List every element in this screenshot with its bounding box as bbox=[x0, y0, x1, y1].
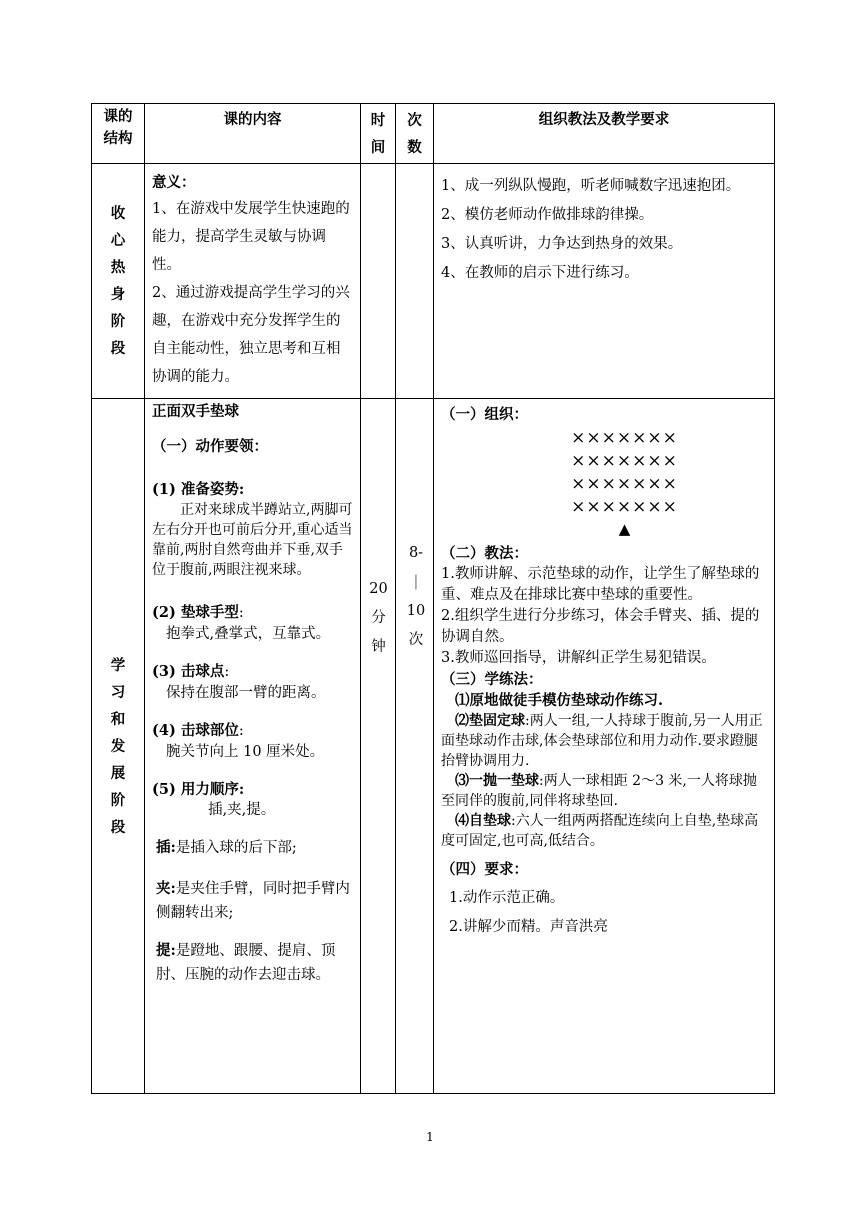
learning-content-cell bbox=[145, 399, 361, 1094]
warmup-org-1: 1、成一列纵队慢跑，听老师喊数字迅速抱团。 bbox=[441, 178, 741, 194]
formation-row: ××××××× bbox=[571, 451, 678, 471]
header-structure: 课的结构 bbox=[92, 104, 145, 164]
learning-row bbox=[92, 399, 775, 1094]
skill-4-text: 腕关节向上 10 厘米处。 bbox=[166, 744, 325, 760]
practice-4: ⑷自垫球:六人一组两两搭配连续向上自垫,垫球高度可固定,也可高,低结合。 bbox=[441, 813, 759, 849]
warmup-meaning-1: 1、在游戏中发展学生快速跑的能力，提高学生灵敏与协调性。 bbox=[152, 201, 350, 273]
warmup-meaning-title: 意义： bbox=[152, 174, 196, 191]
learning-time-cell bbox=[361, 399, 396, 1094]
skill-3-text: 保持在腹部一臂的距离。 bbox=[166, 685, 326, 701]
method-3: 3.教师巡回指导，讲解纠正学生易犯错误。 bbox=[441, 650, 716, 666]
practice-2: ⑵垫固定球:两人一组,一人持球于腹前,另一人用正面垫球动作击球,体会垫球部位和用力动作.要求蹬腿抬臂协调用力. bbox=[441, 713, 763, 769]
warmup-stage-label: 收心热身阶段 bbox=[92, 164, 145, 399]
warmup-count-cell bbox=[396, 164, 434, 399]
skill-section-title: （一）动作要领： bbox=[152, 438, 268, 455]
skill-5-title: (5) 用力顺序: bbox=[152, 781, 245, 798]
formation-diagram bbox=[441, 427, 768, 539]
skill-4-title-line: (4) 击球部位: bbox=[152, 722, 244, 739]
practice-3: ⑶一抛一垫球:两人一球相距 2～3 米,一人将球抛至同伴的腹前,同伴将球垫回. bbox=[441, 773, 757, 809]
requirement-2: 2.讲解少而精。声音洪亮 bbox=[449, 919, 608, 935]
jia-line: 夹:是夹住手臂，同时把手臂内侧翻转出来; bbox=[156, 880, 350, 921]
page-number: 1 bbox=[426, 1130, 434, 1144]
skill-2-text: 抱拳式,叠掌式，互靠式。 bbox=[166, 626, 331, 642]
learning-time: 20分钟 bbox=[369, 581, 388, 655]
learning-org-cell bbox=[434, 399, 775, 1094]
header-content: 课的内容 bbox=[145, 104, 361, 164]
org-heading-1: （一）组织： bbox=[441, 406, 528, 423]
header-count: 次数 bbox=[396, 104, 434, 164]
learning-count-cell bbox=[396, 399, 434, 1094]
method-2: 2.组织学生进行分步练习，体会手臂夹、插、提的协调自然。 bbox=[441, 608, 760, 645]
warmup-org-3: 3、认真听讲，力争达到热身的效果。 bbox=[441, 236, 683, 252]
skill-title: 正面双手垫球 bbox=[152, 403, 239, 420]
skill-1-title: (1) 准备姿势: bbox=[152, 481, 245, 498]
org-heading-3: （三）学练法： bbox=[441, 671, 543, 688]
warmup-org-cell bbox=[434, 164, 775, 399]
formation-row: ××××××× bbox=[571, 428, 678, 448]
warmup-org-2: 2、模仿老师动作做排球韵律操。 bbox=[441, 207, 654, 223]
warmup-row bbox=[92, 164, 775, 399]
formation-row: ××××××× bbox=[571, 474, 678, 494]
skill-5-text: 插,夹,提。 bbox=[208, 802, 276, 818]
ti-line: 提:是蹬地、跟腰、提肩、顶肘、压腕的动作去迎击球。 bbox=[156, 942, 336, 983]
learning-stage-label: 学习和发展阶段 bbox=[92, 399, 145, 1094]
skill-3-title-line: (3) 击球点: bbox=[152, 663, 230, 680]
method-1: 1.教师讲解、示范垫球的动作，让学生了解垫球的重、难点及在排球比赛中垫球的重要性。 bbox=[441, 566, 760, 603]
skill-1-text: 正对来球成半蹲站立,两脚可左右分开也可前后分开,重心适当靠前,两肘自然弯曲并下垂,双手位于腹前,两眼注视来球。 bbox=[152, 502, 353, 578]
org-heading-4: （四）要求： bbox=[441, 861, 528, 878]
cha-line: 插:是插入球的后下部; bbox=[156, 839, 297, 856]
warmup-time-cell bbox=[361, 164, 396, 399]
learning-count: 8- | 10次 bbox=[406, 545, 426, 648]
practice-1: ⑴原地做徒手模仿垫球动作练习. bbox=[455, 692, 664, 709]
formation-row: ××××××× bbox=[571, 497, 678, 517]
header-org: 组织教法及教学要求 bbox=[434, 104, 775, 164]
header-time: 时间 bbox=[361, 104, 396, 164]
lesson-plan-table bbox=[91, 103, 775, 1094]
warmup-content-cell bbox=[145, 164, 361, 399]
org-heading-2: （二）教法： bbox=[441, 545, 528, 562]
warmup-org-4: 4、在教师的启示下进行练习。 bbox=[441, 265, 639, 281]
header-row bbox=[92, 104, 775, 164]
requirement-1: 1.动作示范正确。 bbox=[449, 890, 565, 906]
teacher-triangle-icon: ▲ bbox=[618, 520, 631, 538]
warmup-meaning-2: 2、通过游戏提高学生学习的兴趣，在游戏中充分发挥学生的自主能动性，独立思考和互相协调的能力。 bbox=[152, 285, 350, 385]
skill-2-title-line: (2) 垫球手型: bbox=[152, 604, 244, 621]
